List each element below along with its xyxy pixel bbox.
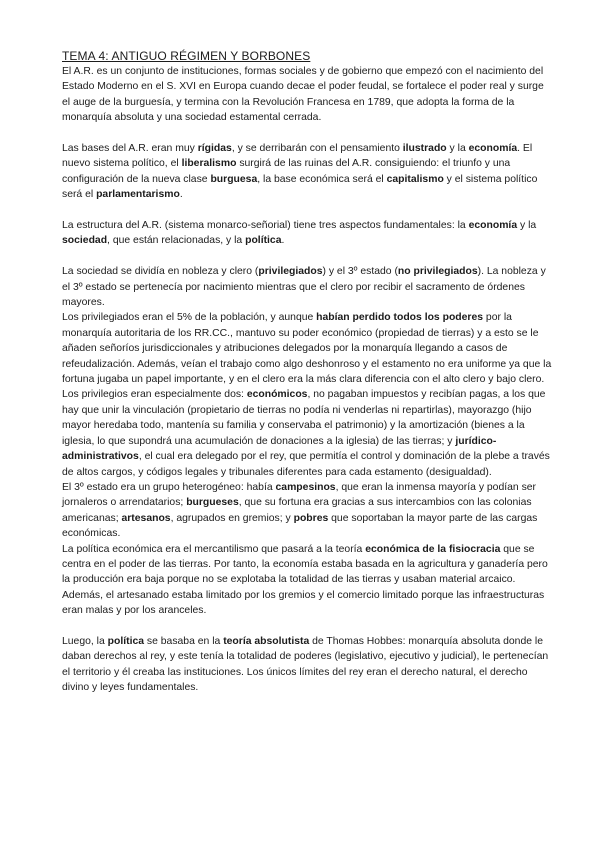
paragraph [62,64,552,126]
paragraph [62,218,552,249]
text-run: que se centra en el poder de las tierras. Por tanto, la economía estaba basada en la agricultura y ganadería pero la producción era baja porque no se explotaba la totalidad de las tierras y usaban material arcaico. Además, el artesanado estaba limitado por los gremios y el comercio limitado porque las infraestructuras eran malas y por los aranceles. [62,543,548,617]
text-run: que soportaban la mayor parte de las cargas económicas. [62,512,538,540]
text-run: El A.R. es un conjunto de instituciones, formas sociales y de gobierno que empezó con el nacimiento del Estado Moderno en el S. XVI en Europa cuando decae el poder feudal, se fortalece el poder real y surge el auge de la burguesía, y termina con la Revolución Francesa en 1789, que adopta la forma de la monarquía absoluta y una sociedad estamental cerrada. [62,66,544,124]
bold-term: económica de la fisiocracia [365,543,501,555]
text-run: Luego, la [62,635,108,647]
text-run: , la base económica será el [257,173,387,185]
document-body [62,64,552,696]
paragraph [62,264,552,310]
bold-term: pobres [293,512,329,524]
text-run: y el sistema político será el [62,173,538,201]
text-run: surgirá de las ruinas del A.R. consiguiendo: el triunfo y una configuración de la nueva clase [62,158,511,185]
bold-term: burgueses [186,497,239,509]
bold-term: privilegiados [258,266,323,278]
text-run: Los privilegios eran especialmente dos: [62,389,247,401]
text-run: ). La nobleza y el 3º estado se pertenecía por nacimiento mientras que el clero por recibir el sacramento de órdenes mayores. [62,266,546,309]
text-run: y la [446,143,469,155]
bold-term: parlamentarismo [96,189,180,201]
text-run: . [281,235,285,247]
text-run: Los privilegiados eran el 5% de la población, y aunque [62,312,317,324]
paragraph-spacer [62,203,552,218]
text-run: , agrupados en gremios; y [170,512,294,524]
text-run: Las bases del A.R. eran muy [62,143,198,155]
text-run: El 3º estado era un grupo heterogéneo: había [62,481,276,493]
bold-term: campesinos [275,481,336,493]
text-run: , que eran la inmensa mayoría y podían ser jornaleros o arrendatarios; [62,481,536,509]
paragraph-spacer [62,126,552,141]
text-run: . El nuevo sistema político, el [62,143,533,170]
bold-term: economía [468,143,518,155]
text-run: se basaba en la [144,635,224,647]
text-run: , y se derribarán con el pensamiento [231,143,403,155]
bold-term: burguesa [210,173,258,185]
text-run: La política económica era el mercantilismo que pasará a la teoría [62,543,366,555]
bold-term: no privilegiados [397,266,478,278]
text-run: ) y el 3º estado ( [322,266,398,278]
paragraph [62,310,552,387]
text-run: , no pagaban impuestos y recibían pagas, a los que hay que unir la vinculación (propietario de tierras no podía ni venderlas ni repartirlas), mayorazgo (hijo mayor heredaba todo, mantenía su familia y conservaba el patrimonio) y la amortización (bienes a la iglesia, lo que supondrá una acumulación de donaciones a la iglesia) de las tierras; y [62,389,546,447]
text-run: por la monarquía autoritaria de los RR.CC., mantuvo su poder económico (propiedad de tierras) y a esto se le añaden señoríos jurisdiccionales y atribuciones delegados por la monarquía llegando a casos de refeudalización. Además, veían el trabajo como algo deshonroso y el estamento no era uniforme ya que la fortuna jugaba un papel importante, y en el clero era la más clara diferencia con el alto clero y bajo clero. [62,312,552,386]
bold-term: política [245,235,282,247]
bold-term: rígidas [197,143,232,155]
paragraph [62,634,552,696]
bold-term: artesanos [121,512,171,524]
paragraph-spacer [62,619,552,634]
bold-term: jurídico-administrativos [62,435,497,463]
text-run: , que están relacionadas, y la [107,235,246,247]
bold-term: política [107,635,145,647]
page-title: TEMA 4: ANTIGUO RÉGIMEN Y BORBONES [62,49,311,63]
bold-term: economía [468,220,518,232]
bold-term: ilustrado [402,143,447,155]
text-run: de Thomas Hobbes: monarquía absoluta donde le daban derechos al rey, y este tenía la totalidad de poderes (legislativo, ejecutivo y judicial), le pertenecían el territorio y él creaba las instituciones. Los únicos límites del rey eran el derecho natural, el derecho divino y leyes fundamentales. [62,635,549,694]
bold-term: sociedad [62,235,108,247]
document-page [62,49,552,696]
paragraph-spacer [62,249,552,264]
paragraph [62,480,552,542]
bold-term: habían perdido todos los poderes [316,312,484,324]
bold-term: económicos [246,389,308,401]
bold-term: liberalismo [181,158,237,170]
text-run: . [179,189,183,201]
text-run: , que su fortuna era gracias a sus intercambios con las colonias americanas; [62,497,532,524]
paragraph [62,542,552,619]
text-run: La sociedad se dividía en nobleza y clero ( [62,266,259,278]
paragraph [62,141,552,203]
text-run: , el cual era delegado por el rey, que permitía el control y dominación de la plebe a través de altos cargos, y códigos legales y tribunales diferentes para cada estamento (desigualdad). [62,451,550,478]
paragraph [62,387,552,479]
bold-term: teoría absolutista [223,635,310,647]
bold-term: capitalismo [386,173,444,185]
text-run: y la [517,220,537,232]
text-run: La estructura del A.R. (sistema monarco-señorial) tiene tres aspectos fundamentales: la [62,220,469,232]
